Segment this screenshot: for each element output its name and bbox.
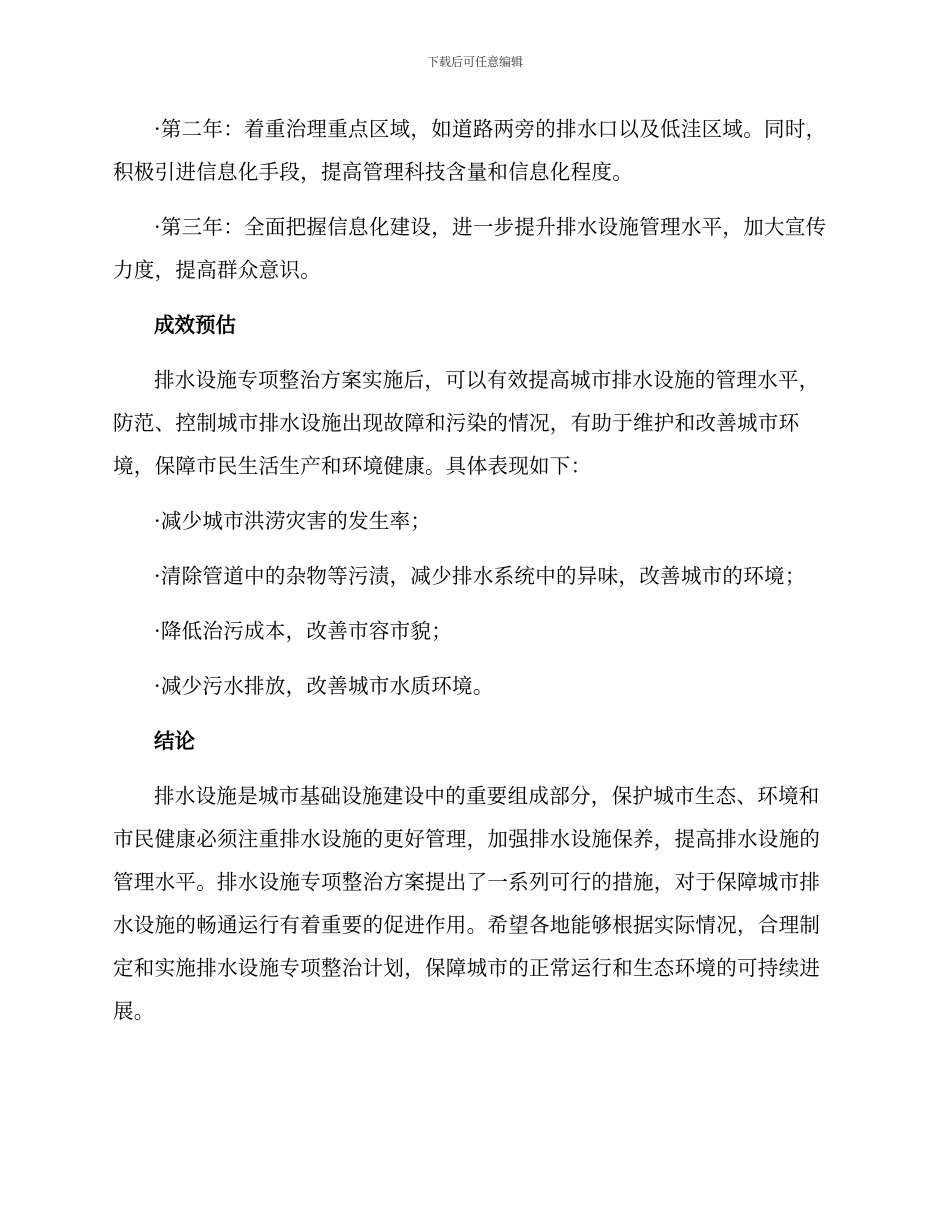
effect-item-2: ·清除管道中的杂物等污渍，减少排水系统中的异味，改善城市的环境； (154, 564, 806, 588)
effect-intro-paragraph: 排水设施专项整治方案实施后，可以有效提高城市排水设施的管理水平，防范、控制城市排水设施出现故障和污染的情况，有助于维护和改善城市环境，保障市民生活生产和环境健康。具体表现如下： (113, 368, 820, 478)
effect-item-4: ·减少污水排放，改善城市水质环境。 (154, 674, 494, 698)
header-note: 下载后可任意编辑 (426, 55, 523, 69)
conclusion-paragraph: 排水设施是城市基础设施建设中的重要组成部分，保护城市生态、环境和市民健康必须注重排水设施的更好管理，加强排水设施保养，提高排水设施的管理水平。排水设施专项整治方案提出了一系列可行的措施，对于保障城市排水设施的畅通运行有着重要的促进作用。希望各地能够根据实际情况，合理制定和实施排水设施专项整治计划，保障城市的正常运行和生态环境的可持续进展。 (113, 784, 821, 1023)
plan-year3-paragraph: ·第三年：全面把握信息化建设，进一步提升排水设施管理水平，加大宣传力度，提高群众意识。 (113, 215, 827, 282)
document-body (113, 108, 833, 1045)
effect-item-1: ·减少城市洪涝灾害的发生率； (154, 509, 432, 533)
plan-year2-paragraph: ·第二年：着重治理重点区域，如道路两旁的排水口以及低洼区域。同时，积极引进信息化手段，提高管理科技含量和信息化程度。 (113, 117, 827, 184)
effect-item-3: ·降低治污成本，改善市容市貌； (154, 619, 453, 643)
conclusion-heading: 结论 (154, 729, 195, 753)
effect-heading: 成效预估 (154, 313, 236, 337)
